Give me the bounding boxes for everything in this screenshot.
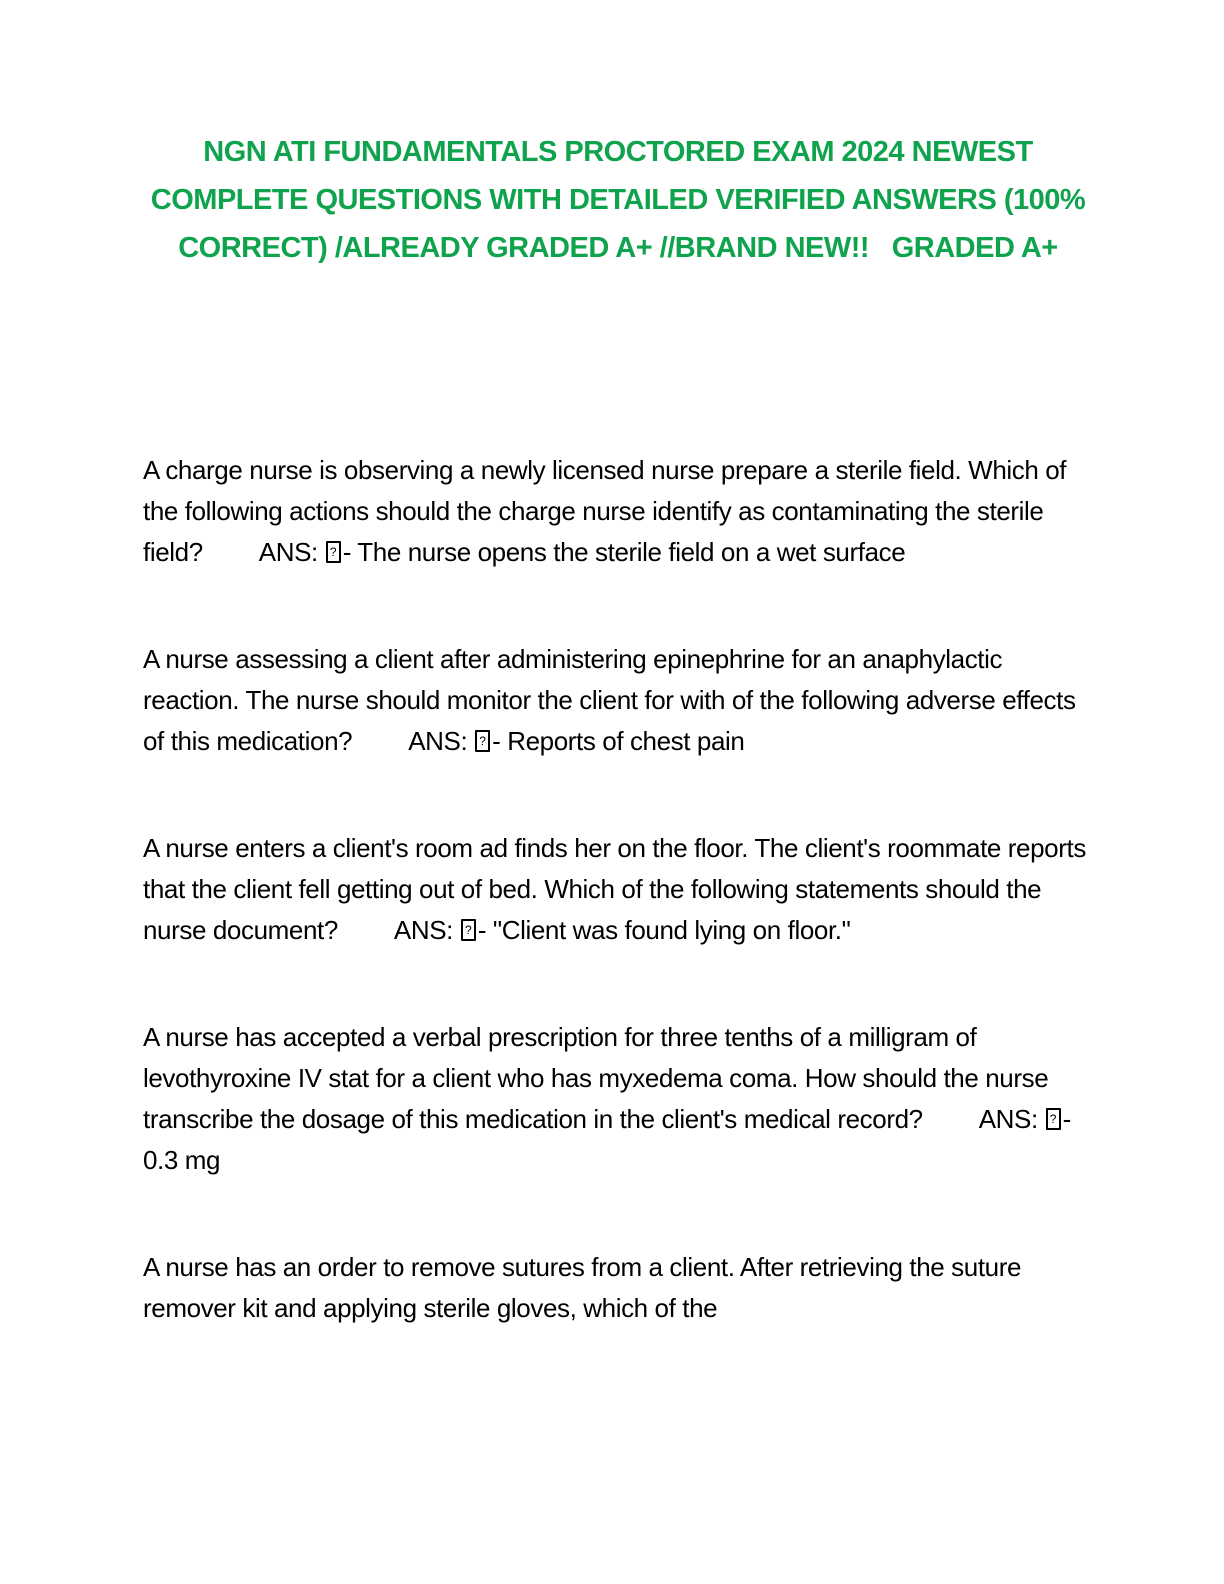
title-line: COMPLETE QUESTIONS WITH DETAILED VERIFIED ANSWERS (100% (150, 184, 1086, 216)
title-line: CORRECT) /ALREADY GRADED A+ //BRAND NEW!! GRADED A+ (178, 232, 1058, 264)
question-text: A nurse has an order to remove sutures from a client. After retrieving the suture remover kit and applying sterile gloves, which of the (143, 1252, 1022, 1323)
missing-glyph-char: ? (464, 923, 472, 937)
answer-text: - Reports of chest pain (492, 726, 745, 756)
question-text: A charge nurse is observing a newly licensed nurse prepare a sterile field. Which of the following actions should the charge nurse identify as contaminating the sterile field? (143, 455, 1067, 567)
question-text: A nurse has accepted a verbal prescription for three tenths of a milligram of levothyroxine IV stat for a client who has myxedema coma. How should the nurse transcribe the dosage of this medication in the client's medical record? (143, 1022, 1049, 1134)
qa-paragraph (143, 639, 1093, 762)
qa-list (143, 450, 1093, 1329)
missing-glyph-char: ? (329, 545, 337, 559)
document-title (143, 128, 1093, 272)
qa-paragraph (143, 828, 1093, 951)
missing-glyph-char: ? (1049, 1112, 1057, 1126)
missing-glyph-icon (1046, 1108, 1061, 1130)
missing-glyph-char: ? (479, 734, 486, 748)
answer-gap (338, 938, 394, 939)
answer-gap (203, 560, 259, 561)
qa-paragraph (143, 1017, 1093, 1181)
ans-label: ANS: (978, 1104, 1038, 1134)
answer-gap (352, 749, 408, 750)
answer-text: - The nurse opens the sterile field on a wet surface (342, 537, 906, 567)
ans-label: ANS: (393, 915, 453, 945)
qa-paragraph (143, 1247, 1093, 1329)
title-line: NGN ATI FUNDAMENTALS PROCTORED EXAM 2024 NEWEST (203, 136, 1033, 168)
missing-glyph-icon (326, 541, 341, 563)
question-text: A nurse enters a client's room ad finds her on the floor. The client's roommate reports that the client fell getting out of bed. Which of the following statements should the nurse document? (143, 833, 1086, 945)
ans-label: ANS: (408, 726, 468, 756)
answer-text: - "Client was found lying on floor." (477, 915, 851, 945)
missing-glyph-icon (461, 919, 476, 941)
answer-gap (923, 1127, 979, 1128)
answer-text: - 0.3 mg (143, 1104, 1071, 1175)
qa-paragraph (143, 450, 1093, 573)
question-text: A nurse assessing a client after administering epinephrine for an anaphylactic reaction. The nurse should monitor the client for with of the following adverse effects of this medication? (143, 644, 1076, 756)
missing-glyph-icon (475, 730, 490, 752)
ans-label: ANS: (258, 537, 318, 567)
